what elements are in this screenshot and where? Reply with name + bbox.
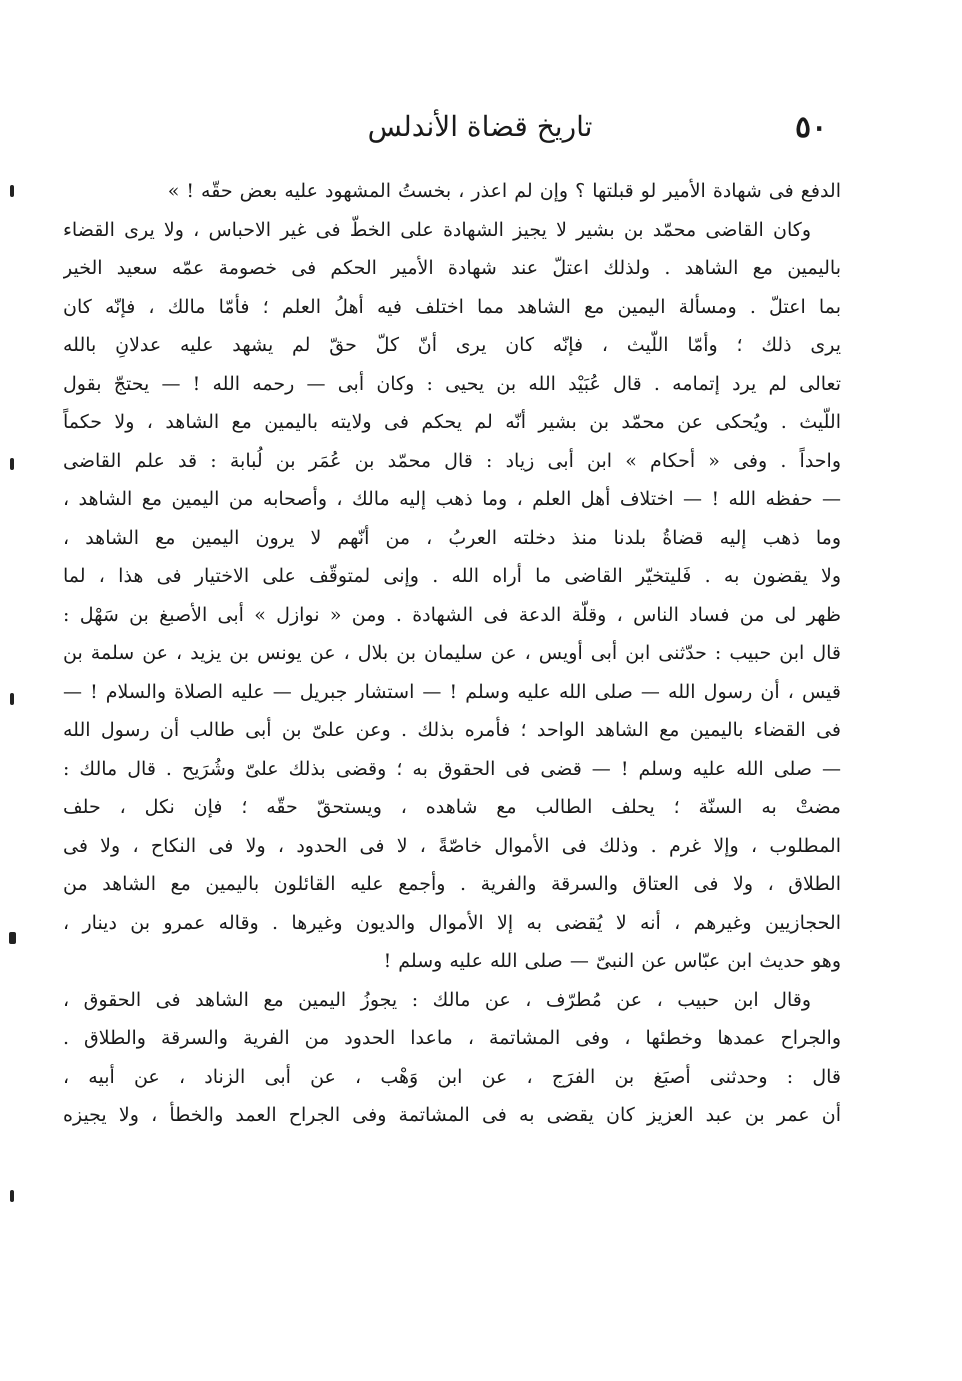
text-line: وقال ابن حبيب ، عن مُطرّف ، عن مالك : يجوزُ اليمين مع الشاهد فى الحقوق ، <box>63 988 811 1011</box>
text-line: قيس ، أن رسول الله — صلى الله عليه وسلم ! — استشار جبريل — عليه الصلاة والسلام ! — <box>63 680 841 703</box>
text-line: ولا يقضون به . فَليتخيّر القاضى ما أراه الله . وإنى لمتوقّف على الاختيار فى هذا ، لما <box>63 565 841 587</box>
text-line: المطلوب ، وإلا غرم . وذلك فى الأموال خاصّةً ، لا فى الحدود ، ولا فى النكاح ، ولا فى <box>63 834 841 857</box>
text-line: الحجازيين وغيرهم ، أنه لا يُقضى به إلا الأموال والديون وغيرها . وقاله عمرو بن دينار ، <box>63 911 841 934</box>
margin-mark <box>10 458 14 470</box>
text-line: قال : وحدثنى أصبَغ بن الفرَج ، عن ابن وَهْب ، عن أبى الزناد ، عن أبيه ، <box>63 1065 841 1088</box>
margin-mark <box>10 185 14 197</box>
text-line: باليمين مع الشاهد . ولذلك اعتلّ عند شهادة الأمير الحكم فى خصومة عمّه سعيد الخير <box>63 257 841 279</box>
text-line: واحداً . وفى « أحكام » ابن أبى زياد : قال محمّد بن عُمَر بن لُبابة : قد علم القاضى <box>63 449 841 472</box>
margin-mark <box>10 693 14 705</box>
page-number: ٥٠ <box>795 110 828 145</box>
text-line: مضتْ به السنّة ؛ يحلف الطالب مع شاهده ، ويستحقّ حقّه ؛ فإن نكل ، حلف <box>63 796 841 818</box>
text-line: تعالى لم يرد إتمامه . قال عُبَيْد الله بن يحيى : وكان أبى — رحمه الله ! — يحتجّ بقول <box>63 372 841 395</box>
text-line: اللّيث . ويُحكى عن محمّد بن بشير أنّه لم يحكم فى ولايته باليمين مع الشاهد ، ولا حكماً <box>63 411 841 433</box>
text-line: الدفع فى شهادة الأمير لو قبلتها ؟ وإن لم اعذر ، بخستُ المشهود عليه بعض حقّه ! » <box>167 180 841 202</box>
text-line: — حفظه الله ! — اختلاف أهل العلم ، وما ذهب إليه مالك ، وأصحابه من اليمين مع الشاهد ، <box>63 488 841 510</box>
text-line: أن عمر بن عبد العزيز كان يقضى به فى المشاتمة وفى الجراح العمد والخطأ ، ولا يجيزه <box>63 1104 841 1126</box>
text-line: يرى ذلك ؛ وأمّا اللّيث ، فإنّه كان يرى أنّ كلّ حقّ لم يشهد عليه عدلانِ بالله <box>63 334 841 356</box>
body-text <box>63 172 841 1135</box>
text-line: بما اعتلّ . ومسألة اليمين مع الشاهد مما اختلف فيه أهلُ العلم ؛ فأمّا مالك ، فإنّه كان <box>63 295 841 318</box>
text-line: قال ابن حبيب : حدّثنى ابن أبى أويس ، عن سليمان بن بلال ، عن يونس بن يزيد ، عن سلمة بن <box>63 642 841 664</box>
text-line: فى القضاء باليمين مع الشاهد الواحد ؛ فأمره بذلك . وعن علىّ بن أبى طالب أن رسول الله <box>63 719 841 741</box>
text-line: وهو حديث ابن عبّاس عن النبىّ — صلى الله عليه وسلم ! <box>383 950 841 972</box>
text-line: وكان القاضى محمّد بن بشير لا يجيز الشهادة على الخطّ فى غير الاحباس ، ولا يرى القضاء <box>63 218 811 241</box>
text-line: ظهر لى من فساد الناس ، وقلّة الدعة فى الشهادة . ومن « نوازل » أبى الأصبغ بن سَهْل : <box>63 603 841 626</box>
margin-mark <box>9 932 16 944</box>
text-line: وما ذهب إليه قضاةُ بلدنا منذ دخلته العربُ ، من أنّهم لا يرون اليمين مع الشاهد ، <box>63 526 841 549</box>
margin-mark <box>10 1190 14 1202</box>
text-line: والجراح عمدها وخطئها ، وفى المشاتمة ، ماعدا الحدود من الفرية والسرقة والطلاق . <box>63 1027 841 1049</box>
running-header-title: تاريخ قضاة الأندلس <box>367 110 593 143</box>
text-line: الطلاق ، ولا فى العتاق والسرقة والفرية . وأجمع عليه القائلون باليمين مع الشاهد من <box>63 873 841 895</box>
text-line: — صلى الله عليه وسلم ! — قضى فى الحقوق به ؛ وقضى بذلك علىّ وشُرَيح . قال مالك : <box>63 757 841 780</box>
